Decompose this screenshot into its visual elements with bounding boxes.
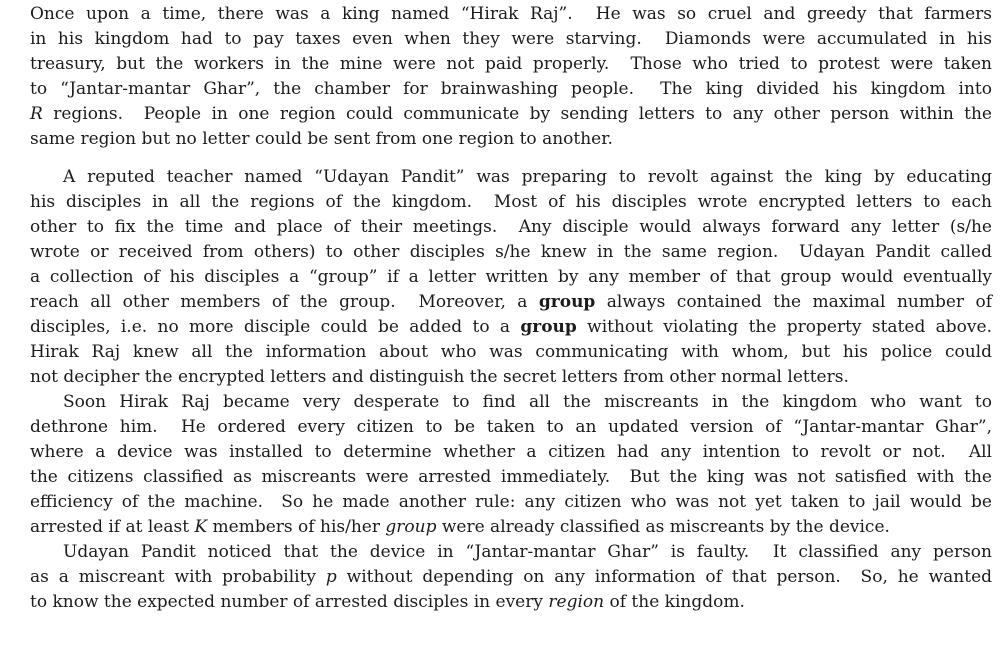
- text-segment: in his kingdom had to pay taxes even when they were starving. Diamonds were accumulated in his: [30, 29, 992, 49]
- paragraph-udayan-pandit-groups: [30, 165, 992, 390]
- text-line: [30, 127, 992, 152]
- text-segment: without depending on any information of that person. So, he wanted: [336, 567, 993, 587]
- math-variable: p: [325, 567, 337, 587]
- text-segment: treasury, but the workers in the mine were not paid properly. Those who tried to protest were taken: [30, 54, 992, 74]
- paragraph-king-intro: [30, 2, 992, 152]
- text-line: [30, 315, 992, 340]
- text-line: [30, 240, 992, 265]
- text-segment: other to fix the time and place of their meetings. Any disciple would always forward any letter (s/he: [30, 217, 992, 237]
- text-segment: of the kingdom.: [604, 592, 745, 612]
- text-line: [30, 415, 992, 440]
- italic-term: region: [548, 592, 605, 612]
- math-variable: R: [30, 104, 43, 124]
- text-segment: regions. People in one region could communicate by sending letters to any other person within the: [42, 104, 992, 124]
- text-line: [30, 390, 992, 415]
- text-segment: Udayan Pandit noticed that the device in “Jantar-mantar Ghar” is faulty. It classified any person: [63, 542, 992, 562]
- text-segment: the citizens classified as miscreants were arrested immediately. But the king was not satisfied with the: [30, 467, 992, 487]
- text-line: [30, 190, 992, 215]
- text-segment: Hirak Raj knew all the information about who was communicating with whom, but his police could: [30, 342, 992, 362]
- text-line: [30, 165, 992, 190]
- text-segment: efficiency of the machine. So he made another rule: any citizen who was not yet taken to jail would be: [30, 492, 992, 512]
- text-line: [30, 52, 992, 77]
- text-line: [30, 102, 992, 127]
- text-segment: his disciples in all the regions of the kingdom. Most of his disciples wrote encrypted letters to each: [30, 192, 992, 212]
- text-segment: were already classified as miscreants by the device.: [436, 517, 890, 537]
- text-line: [30, 440, 992, 465]
- text-line: [30, 365, 992, 390]
- bold-term: group: [520, 317, 577, 337]
- text-line: [30, 540, 992, 565]
- text-line: [30, 590, 992, 615]
- text-segment: reach all other members of the group. Moreover, a: [30, 292, 539, 312]
- text-line: [30, 265, 992, 290]
- text-segment: a collection of his disciples a “group” if a letter written by any member of that group would eventually: [30, 267, 992, 287]
- paragraph-king-arrest-rule: [30, 390, 992, 540]
- text-segment: same region but no letter could be sent from one region to another.: [30, 129, 613, 149]
- math-variable: K: [194, 517, 208, 537]
- text-segment: where a device was installed to determine whether a citizen had any intention to revolt or not. All: [30, 442, 992, 462]
- italic-term: group: [385, 517, 437, 537]
- text-segment: not decipher the encrypted letters and distinguish the secret letters from other normal letters.: [30, 367, 849, 387]
- text-segment: without violating the property stated above.: [576, 317, 992, 337]
- text-segment: disciples, i.e. no more disciple could be added to a: [30, 317, 521, 337]
- text-line: [30, 2, 992, 27]
- text-segment: A reputed teacher named “Udayan Pandit” was preparing to revolt against the king by educating: [63, 167, 992, 187]
- text-line: [30, 340, 992, 365]
- bold-term: group: [538, 292, 596, 312]
- text-line: [30, 215, 992, 240]
- text-segment: dethrone him. He ordered every citizen to be taken to an updated version of “Jantar-mantar Ghar”,: [30, 417, 992, 437]
- text-line: [30, 565, 992, 590]
- text-segment: Once upon a time, there was a king named “Hirak Raj”. He was so cruel and greedy that farmers: [30, 4, 992, 24]
- text-segment: to “Jantar-mantar Ghar”, the chamber for brainwashing people. The king divided his kingdom into: [30, 79, 992, 99]
- text-line: [30, 465, 992, 490]
- text-segment: arrested if at least: [30, 517, 195, 537]
- text-segment: Soon Hirak Raj became very desperate to find all the miscreants in the kingdom who want to: [63, 392, 992, 412]
- paragraph-faulty-device-question: [30, 540, 992, 615]
- text-line: [30, 515, 992, 540]
- text-segment: always contained the maximal number of: [595, 292, 992, 312]
- text-line: [30, 77, 992, 102]
- text-segment: to know the expected number of arrested disciples in every: [30, 592, 549, 612]
- text-line: [30, 27, 992, 52]
- text-segment: wrote or received from others) to other disciples s/he knew in the same region. Udayan Pandit called: [30, 242, 992, 262]
- text-segment: members of his/her: [207, 517, 386, 537]
- text-line: [30, 290, 992, 315]
- text-line: [30, 490, 992, 515]
- text-segment: as a miscreant with probability: [30, 567, 326, 587]
